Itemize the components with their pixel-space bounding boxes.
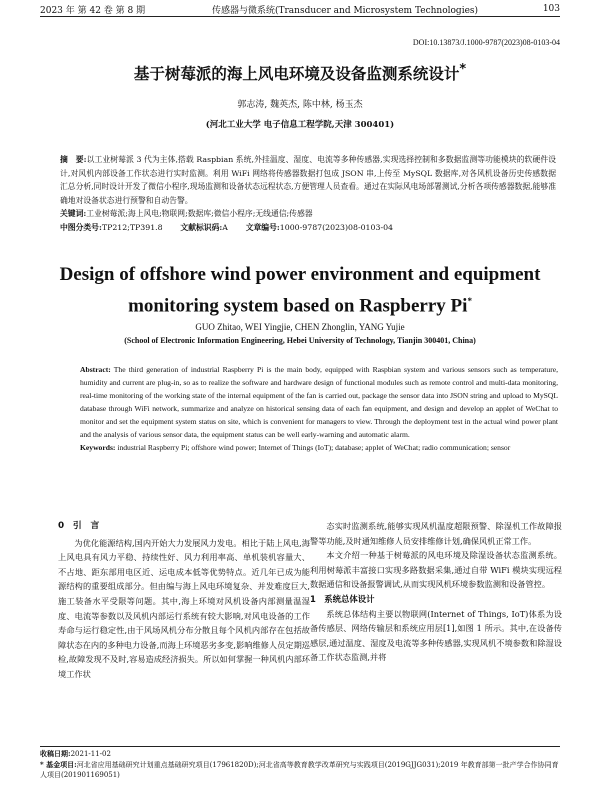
- keywords-en-text: industrial Raspberry Pi; offshore wind power; Internet of Things (IoT); database; applet of WeChat; radio communication; sensor: [117, 443, 511, 452]
- paragraph: 本文介绍一种基于树莓派的风电环境及除湿设备状态监测系统。利用树莓派丰富接口实现多路数据采集,通过自带 WiFi 模块实现远程数据通信和设备报警调试,从而实现风机环境参数监测和设备管控。: [310, 550, 562, 590]
- title-cn-mark: *: [459, 62, 467, 77]
- title-en-mark: *: [467, 296, 472, 306]
- authors-cn: 郭志涛, 魏英杰, 陈中林, 杨玉杰: [237, 100, 363, 110]
- paragraph: 为优化能源结构,国内开始大力发展风力发电。相比于陆上风电,海上风电具有风力平稳、持续性好、风力利用率高、单机装机容量大、不占地、距东部用电区近、运电成本低等优势特点。近几年已成为能源结构的重要组成部分。但由编与海上风电环境复杂、并发难度巨大,施工装备水平受限等问题。其中,海上环境对风机设备内部测量温湿度、电流等参数以及风机内部运行系统有较大影响,对风电设备的工作寿命与运行稳定性,由于风场风机分布分散且每个风机内部存在包括故障状态在内的多种电力设备,而海上环境恶劣多变,影响维修人员定期巡检,故障发现不及时,容易造成经济损失。所以如何掌握一种风机内部环境工作状: [58, 537, 310, 679]
- title-en-text: Design of offshore wind power environment and equipment monitoring system based on Raspberry Pi: [59, 264, 541, 317]
- clc-value: TP212;TP391.8: [101, 222, 163, 232]
- keywords-cn-label: 关键词:: [60, 209, 87, 218]
- doc-code-field: [173, 221, 228, 235]
- journal-name: 传感器与微系统(Transducer and Microsystem Technologies): [211, 5, 479, 16]
- fund-label: * 基金项目:: [40, 759, 77, 769]
- abstract-en-text: The third generation of industrial Raspberry Pi is the main body, equipped with Raspbian system and various sensors such as temperature, humidity and current are plug-in, so as to realize the software and hardware design of functional modules such as remote control and multi-data monitoring, real-time monitoring of the working state of the internal equipment of the fan is carried out, package the sensor data into JSON string and upload to MySQL database through WiFi network, summarize and analyze on historical sensing data of each fan equipment, and design and develop an applet of WeChat to monitor and set the equipment system status on site, which is convenient for managers to view. Through the deployment test in the actual wind power plant and the analysis of various sensor data, the equipment status can be well early-warning and automatic alarm.: [80, 365, 559, 439]
- doi: DOI:10.13873/J.1000-9787(2023)08-0103-04: [412, 38, 560, 47]
- article-no-value: 1000-9787(2023)08-0103-04: [279, 222, 393, 232]
- clc-label: 中图分类号:: [60, 222, 102, 232]
- title-cn-text: 基于树莓派的海上风电环境及设备监测系统设计: [133, 65, 460, 84]
- article-no-field: [238, 221, 393, 235]
- received-value: 2021-11-02: [70, 750, 111, 758]
- title-en: [40, 262, 560, 319]
- paragraph: 态实时监测系统,能够实现风机温度超限预警、除湿机工作故障报警等功能,及时通知维修人员安排维修计划,确保风机正常工作。: [310, 521, 562, 546]
- journal-issue: 2023 年 第 42 卷 第 8 期: [40, 5, 146, 16]
- title-cn: [40, 62, 560, 84]
- classification-row: [60, 221, 556, 235]
- section-heading-system: 1 系统总体设计: [310, 593, 375, 604]
- article-no-label: 文章编号:: [245, 222, 280, 232]
- keywords-cn-text: 工业树莓派;海上风电;物联网;数据库;微信小程序;无线通信;传感器: [86, 209, 313, 218]
- fund-text: 河北省应用基础研究计划重点基础研究项目(17961820D);河北省高等教育教学改革研究与实践项目(2019GJJG031);2019 年教育部第一批产学合作协同育人项目(201901169051): [40, 760, 559, 779]
- paragraph: 系统总体结构主要以物联网(Internet of Things, IoT)体系为设备传感层、网络传输层和系统应用层[1],如图 1 所示。其中,在设备传感层,通过温度、湿度及电流等多种传感器,实现风机不境参数和除湿设备工作状态监测,并将: [310, 608, 562, 663]
- keywords-cn: [60, 207, 556, 221]
- abstract-en-body: [80, 363, 558, 441]
- body-left-column: [58, 519, 310, 682]
- affiliation-en: (School of Electronic Information Engineering, Hebei University of Technology, Tianjin 300401, China): [124, 336, 476, 345]
- abstract-cn-label: 摘 要:: [60, 155, 87, 164]
- authors-en: GUO Zhitao, WEI Yingjie, CHEN Zhonglin, YANG Yujie: [195, 322, 405, 332]
- received-date: [40, 749, 560, 760]
- abstract-cn: [60, 153, 556, 234]
- footnote: [40, 746, 560, 781]
- abstract-cn-text: 以工业树莓派 3 代为主体,搭载 Raspbian 系统,外挂温度、湿度、电流等多种传感器,实现选择控制和多数据监测等功能模块的软硬件设计,对风机内部设备工作状态进行实时监测。利用 WiFi 网络将传感器数据打包成 JSON 串,上传至 MySQL 数据库,对各风机设备历史传感数据汇总分析,同时设计开发了微信小程序,现场监测和设备状态远程状态,方便管理人员查看。通过在实际风电场部署测试,分析各项传感器数据,能够准确地对设备状态进行预警和自动告警。: [60, 155, 556, 205]
- doc-code-label: 文献标识码:: [180, 222, 223, 232]
- keywords-en: [80, 441, 558, 454]
- received-label: 收稿日期:: [40, 749, 71, 758]
- section-heading-intro: 0 引 言: [58, 521, 100, 531]
- running-header: [40, 2, 560, 17]
- abstract-en: [80, 363, 558, 454]
- affiliation-cn: (河北工业大学 电子信息工程学院,天津 300401): [205, 120, 395, 130]
- fund-info: [40, 760, 560, 781]
- abstract-cn-body: [60, 153, 556, 207]
- clc-field: [60, 221, 163, 235]
- doc-code-value: A: [222, 222, 228, 232]
- abstract-en-label: Abstract:: [80, 365, 111, 374]
- body-right-column: [310, 519, 562, 665]
- page-number: 103: [542, 4, 560, 14]
- keywords-en-label: Keywords:: [80, 443, 116, 452]
